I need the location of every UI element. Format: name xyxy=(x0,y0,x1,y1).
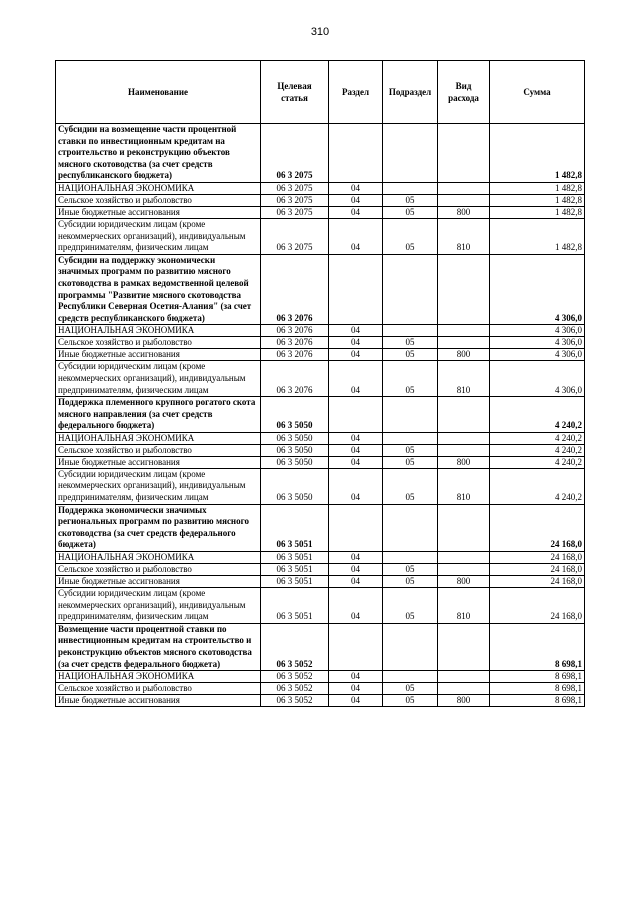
cell-type xyxy=(438,504,490,551)
cell-subsection xyxy=(383,671,438,683)
cell-section: 04 xyxy=(329,671,383,683)
cell-section xyxy=(329,124,383,183)
cell-target: 06 3 5052 xyxy=(261,695,329,707)
cell-type xyxy=(438,337,490,349)
cell-sum: 1 482,8 xyxy=(490,206,585,218)
cell-target: 06 3 5052 xyxy=(261,671,329,683)
cell-name: НАЦИОНАЛЬНАЯ ЭКОНОМИКА xyxy=(56,432,261,444)
cell-sum: 8 698,1 xyxy=(490,683,585,695)
cell-section: 04 xyxy=(329,182,383,194)
cell-type xyxy=(438,552,490,564)
table-row xyxy=(56,182,585,194)
cell-name: Поддержка экономически значимых региональных программ по развитию мясного скотоводства (за счет средств федерального бюджета) xyxy=(56,504,261,551)
cell-target: 06 3 5050 xyxy=(261,456,329,468)
header-name: Наименование xyxy=(56,61,261,124)
cell-subsection: 05 xyxy=(383,337,438,349)
cell-subsection xyxy=(383,623,438,670)
cell-type xyxy=(438,397,490,433)
cell-subsection xyxy=(383,552,438,564)
cell-type xyxy=(438,254,490,325)
cell-subsection: 05 xyxy=(383,683,438,695)
cell-sum: 1 482,8 xyxy=(490,124,585,183)
table-row xyxy=(56,194,585,206)
cell-type: 800 xyxy=(438,349,490,361)
cell-type xyxy=(438,683,490,695)
cell-target: 06 3 5051 xyxy=(261,504,329,551)
cell-sum: 8 698,1 xyxy=(490,695,585,707)
cell-type xyxy=(438,623,490,670)
cell-name: Субсидии юридическим лицам (кроме некоммерческих организаций), индивидуальным предпринимателям, физическим лицам xyxy=(56,468,261,504)
cell-name: Иные бюджетные ассигнования xyxy=(56,206,261,218)
cell-sum: 8 698,1 xyxy=(490,671,585,683)
cell-target: 06 3 5050 xyxy=(261,444,329,456)
cell-target: 06 3 5051 xyxy=(261,564,329,576)
table-row xyxy=(56,218,585,254)
cell-name: НАЦИОНАЛЬНАЯ ЭКОНОМИКА xyxy=(56,182,261,194)
cell-section: 04 xyxy=(329,695,383,707)
cell-subsection: 05 xyxy=(383,206,438,218)
cell-target: 06 3 2075 xyxy=(261,206,329,218)
table-row xyxy=(56,468,585,504)
cell-name: Субсидии на возмещение части процентной ставки по инвестиционным кредитам на строительство и реконструкцию объектов мясного скотоводства (за счет средств республиканского бюджета) xyxy=(56,124,261,183)
cell-subsection: 05 xyxy=(383,361,438,397)
cell-target: 06 3 2075 xyxy=(261,218,329,254)
cell-name: Возмещение части процентной ставки по инвестиционным кредитам на строительство и реконструкцию объектов мясного скотоводства (за счет средств федерального бюджета) xyxy=(56,623,261,670)
cell-type: 800 xyxy=(438,576,490,588)
cell-section xyxy=(329,397,383,433)
cell-sum: 4 240,2 xyxy=(490,397,585,433)
cell-type xyxy=(438,432,490,444)
cell-type: 810 xyxy=(438,588,490,624)
cell-sum: 4 306,0 xyxy=(490,361,585,397)
cell-type xyxy=(438,671,490,683)
cell-sum: 4 306,0 xyxy=(490,337,585,349)
cell-subsection xyxy=(383,325,438,337)
cell-target: 06 3 5050 xyxy=(261,397,329,433)
cell-section: 04 xyxy=(329,325,383,337)
header-subsection: Подраздел xyxy=(383,61,438,124)
cell-subsection: 05 xyxy=(383,456,438,468)
table-row xyxy=(56,349,585,361)
cell-section xyxy=(329,623,383,670)
cell-target: 06 3 2076 xyxy=(261,361,329,397)
cell-name: Иные бюджетные ассигнования xyxy=(56,576,261,588)
cell-target: 06 3 2076 xyxy=(261,337,329,349)
cell-target: 06 3 5051 xyxy=(261,552,329,564)
cell-subsection: 05 xyxy=(383,218,438,254)
table-body xyxy=(56,124,585,707)
cell-section: 04 xyxy=(329,468,383,504)
cell-subsection: 05 xyxy=(383,695,438,707)
cell-subsection: 05 xyxy=(383,564,438,576)
cell-type: 810 xyxy=(438,361,490,397)
cell-subsection: 05 xyxy=(383,468,438,504)
cell-target: 06 3 2076 xyxy=(261,349,329,361)
cell-subsection: 05 xyxy=(383,588,438,624)
table-row-section xyxy=(56,254,585,325)
table-row-section xyxy=(56,397,585,433)
cell-type xyxy=(438,182,490,194)
cell-target: 06 3 2075 xyxy=(261,182,329,194)
cell-section: 04 xyxy=(329,552,383,564)
cell-subsection xyxy=(383,397,438,433)
cell-type xyxy=(438,325,490,337)
cell-subsection xyxy=(383,504,438,551)
budget-table xyxy=(55,60,585,707)
header-target: Целевая статья xyxy=(261,61,329,124)
cell-sum: 1 482,8 xyxy=(490,218,585,254)
cell-sum: 4 240,2 xyxy=(490,468,585,504)
table-row xyxy=(56,206,585,218)
cell-target: 06 3 2076 xyxy=(261,325,329,337)
cell-type xyxy=(438,124,490,183)
table-row xyxy=(56,432,585,444)
cell-section: 04 xyxy=(329,456,383,468)
cell-name: НАЦИОНАЛЬНАЯ ЭКОНОМИКА xyxy=(56,552,261,564)
cell-name: Иные бюджетные ассигнования xyxy=(56,349,261,361)
table-row xyxy=(56,337,585,349)
header-section: Раздел xyxy=(329,61,383,124)
cell-section: 04 xyxy=(329,361,383,397)
cell-sum: 24 168,0 xyxy=(490,552,585,564)
table-row xyxy=(56,456,585,468)
cell-name: Сельское хозяйство и рыболовство xyxy=(56,564,261,576)
cell-subsection xyxy=(383,124,438,183)
table-row-section xyxy=(56,504,585,551)
table-row-section xyxy=(56,623,585,670)
cell-subsection xyxy=(383,254,438,325)
table-row xyxy=(56,361,585,397)
cell-sum: 4 240,2 xyxy=(490,444,585,456)
cell-type: 810 xyxy=(438,218,490,254)
cell-section: 04 xyxy=(329,588,383,624)
cell-subsection: 05 xyxy=(383,194,438,206)
cell-type xyxy=(438,564,490,576)
cell-sum: 24 168,0 xyxy=(490,576,585,588)
cell-target: 06 3 2075 xyxy=(261,194,329,206)
cell-name: НАЦИОНАЛЬНАЯ ЭКОНОМИКА xyxy=(56,671,261,683)
cell-sum: 24 168,0 xyxy=(490,588,585,624)
table-row-section xyxy=(56,124,585,183)
cell-name: Поддержка племенного крупного рогатого скота мясного направления (за счет средств федерального бюджета) xyxy=(56,397,261,433)
cell-type: 800 xyxy=(438,695,490,707)
cell-name: Иные бюджетные ассигнования xyxy=(56,456,261,468)
cell-name: Сельское хозяйство и рыболовство xyxy=(56,194,261,206)
table-row xyxy=(56,564,585,576)
cell-type xyxy=(438,194,490,206)
table-row xyxy=(56,444,585,456)
cell-name: Сельское хозяйство и рыболовство xyxy=(56,337,261,349)
cell-section: 04 xyxy=(329,206,383,218)
cell-subsection xyxy=(383,432,438,444)
table-header-row xyxy=(56,61,585,124)
cell-section: 04 xyxy=(329,576,383,588)
cell-name: НАЦИОНАЛЬНАЯ ЭКОНОМИКА xyxy=(56,325,261,337)
table-row xyxy=(56,671,585,683)
table-row xyxy=(56,683,585,695)
cell-sum: 4 240,2 xyxy=(490,432,585,444)
cell-name: Иные бюджетные ассигнования xyxy=(56,695,261,707)
cell-sum: 4 306,0 xyxy=(490,349,585,361)
cell-target: 06 3 5050 xyxy=(261,468,329,504)
table-row xyxy=(56,588,585,624)
cell-name: Субсидии юридическим лицам (кроме некоммерческих организаций), индивидуальным предпринимателям, физическим лицам xyxy=(56,361,261,397)
cell-sum: 4 306,0 xyxy=(490,254,585,325)
cell-section: 04 xyxy=(329,218,383,254)
cell-target: 06 3 5051 xyxy=(261,576,329,588)
cell-section xyxy=(329,504,383,551)
cell-target: 06 3 2075 xyxy=(261,124,329,183)
cell-section: 04 xyxy=(329,337,383,349)
table-row xyxy=(56,325,585,337)
cell-name: Субсидии на поддержку экономически значимых программ по развитию мясного скотоводства в рамках ведомственной целевой программы "Развитие мясного скотоводства Республики Северная Осетия-Алания" (за счет средств республиканского бюджета) xyxy=(56,254,261,325)
cell-subsection: 05 xyxy=(383,349,438,361)
cell-type xyxy=(438,444,490,456)
cell-section: 04 xyxy=(329,349,383,361)
cell-target: 06 3 5052 xyxy=(261,623,329,670)
cell-section: 04 xyxy=(329,432,383,444)
cell-type: 800 xyxy=(438,206,490,218)
cell-subsection xyxy=(383,182,438,194)
cell-name: Сельское хозяйство и рыболовство xyxy=(56,444,261,456)
table-row xyxy=(56,552,585,564)
cell-name: Сельское хозяйство и рыболовство xyxy=(56,683,261,695)
cell-section: 04 xyxy=(329,444,383,456)
cell-section xyxy=(329,254,383,325)
cell-sum: 1 482,8 xyxy=(490,182,585,194)
header-sum: Сумма xyxy=(490,61,585,124)
table-row xyxy=(56,576,585,588)
cell-target: 06 3 5050 xyxy=(261,432,329,444)
cell-subsection: 05 xyxy=(383,576,438,588)
cell-sum: 8 698,1 xyxy=(490,623,585,670)
cell-subsection: 05 xyxy=(383,444,438,456)
cell-sum: 4 306,0 xyxy=(490,325,585,337)
cell-name: Субсидии юридическим лицам (кроме некоммерческих организаций), индивидуальным предпринимателям, физическим лицам xyxy=(56,218,261,254)
cell-section: 04 xyxy=(329,564,383,576)
cell-target: 06 3 5051 xyxy=(261,588,329,624)
cell-sum: 24 168,0 xyxy=(490,564,585,576)
cell-sum: 24 168,0 xyxy=(490,504,585,551)
cell-type: 800 xyxy=(438,456,490,468)
cell-target: 06 3 2076 xyxy=(261,254,329,325)
cell-section: 04 xyxy=(329,683,383,695)
cell-sum: 1 482,8 xyxy=(490,194,585,206)
page-number: 310 xyxy=(310,26,330,38)
cell-type: 810 xyxy=(438,468,490,504)
cell-name: Субсидии юридическим лицам (кроме некоммерческих организаций), индивидуальным предпринимателям, физическим лицам xyxy=(56,588,261,624)
cell-section: 04 xyxy=(329,194,383,206)
header-type: Вид расхода xyxy=(438,61,490,124)
cell-target: 06 3 5052 xyxy=(261,683,329,695)
cell-sum: 4 240,2 xyxy=(490,456,585,468)
table-row xyxy=(56,695,585,707)
